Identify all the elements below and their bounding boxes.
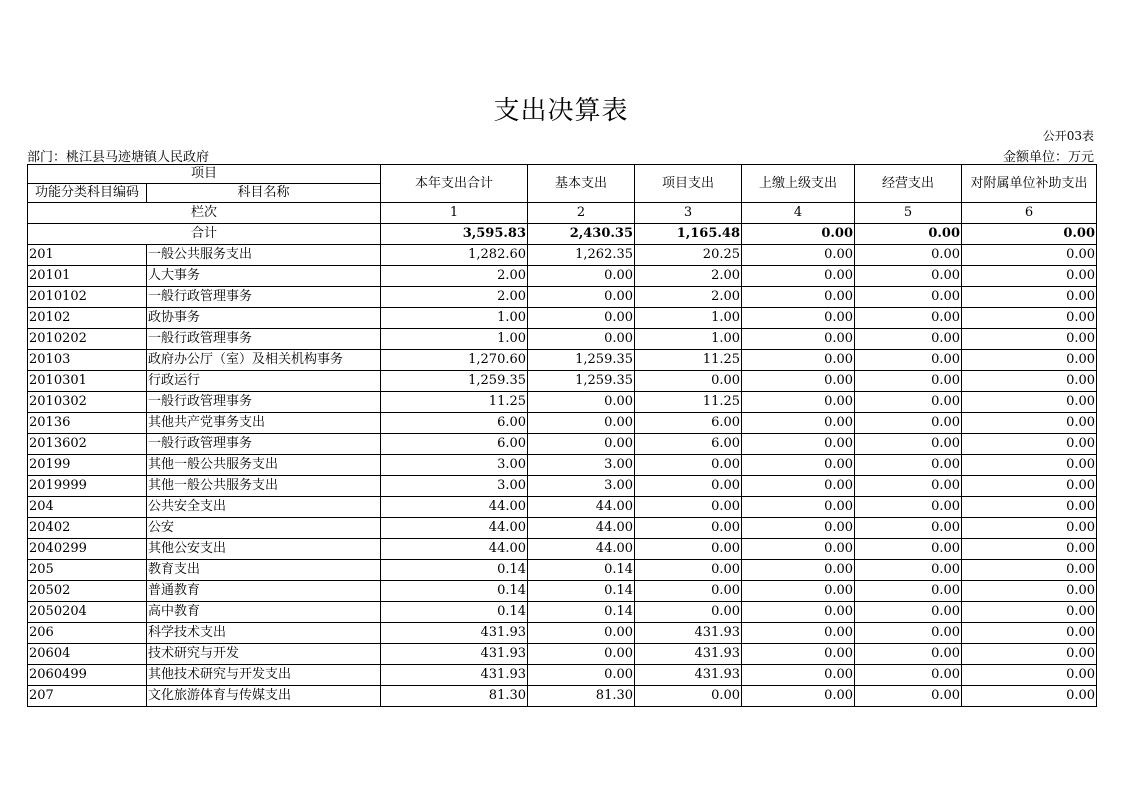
- row-value: 0.00: [742, 266, 855, 287]
- row-value: 2.00: [635, 287, 742, 308]
- row-name: 高中教育: [147, 602, 381, 623]
- row-value: 0.00: [635, 581, 742, 602]
- row-name: 普通教育: [147, 581, 381, 602]
- row-value: 44.00: [381, 518, 528, 539]
- total-label: 合计: [28, 224, 381, 245]
- row-value: 0.00: [742, 308, 855, 329]
- header-name: 科目名称: [147, 184, 381, 203]
- row-value: 0.00: [528, 308, 635, 329]
- row-value: 0.00: [962, 371, 1097, 392]
- row-value: 0.00: [855, 686, 962, 707]
- row-value: 6.00: [381, 434, 528, 455]
- unit-label: 金额单位：万元: [1002, 150, 1094, 165]
- row-value: 431.93: [381, 623, 528, 644]
- row-value: 81.30: [528, 686, 635, 707]
- row-value: 0.00: [635, 476, 742, 497]
- row-value: 11.25: [381, 392, 528, 413]
- table-row: [28, 329, 1097, 350]
- row-value: 2.00: [381, 287, 528, 308]
- row-value: 0.00: [962, 539, 1097, 560]
- header-basic: 基本支出: [528, 165, 635, 203]
- row-code: 205: [28, 560, 147, 581]
- row-name: 一般行政管理事务: [147, 392, 381, 413]
- total-value: 3,595.83: [381, 224, 528, 245]
- row-value: 0.00: [528, 434, 635, 455]
- row-value: 431.93: [635, 623, 742, 644]
- total-value: 2,430.35: [528, 224, 635, 245]
- row-value: 6.00: [635, 413, 742, 434]
- row-name: 一般行政管理事务: [147, 329, 381, 350]
- row-value: 0.00: [528, 329, 635, 350]
- row-value: 0.00: [855, 644, 962, 665]
- table-row: [28, 686, 1097, 707]
- row-code: 206: [28, 623, 147, 644]
- row-value: 0.00: [855, 497, 962, 518]
- row-value: 0.00: [635, 539, 742, 560]
- total-value: 0.00: [742, 224, 855, 245]
- row-value: 1,259.35: [528, 350, 635, 371]
- row-code: 2019999: [28, 476, 147, 497]
- row-value: 0.00: [855, 413, 962, 434]
- row-value: 1.00: [635, 308, 742, 329]
- row-value: 0.00: [528, 644, 635, 665]
- total-row: [28, 224, 1097, 245]
- row-value: 0.00: [742, 686, 855, 707]
- row-value: 0.00: [742, 413, 855, 434]
- row-name: 一般行政管理事务: [147, 434, 381, 455]
- col-index: 4: [742, 203, 855, 224]
- row-value: 44.00: [528, 497, 635, 518]
- row-code: 207: [28, 686, 147, 707]
- row-value: 1.00: [635, 329, 742, 350]
- row-value: 0.00: [528, 665, 635, 686]
- row-value: 0.00: [742, 350, 855, 371]
- row-name: 一般公共服务支出: [147, 245, 381, 266]
- total-value: 0.00: [962, 224, 1097, 245]
- row-value: 0.00: [962, 665, 1097, 686]
- table-row: [28, 560, 1097, 581]
- expenditure-table: [27, 164, 1097, 707]
- row-name: 政府办公厅（室）及相关机构事务: [147, 350, 381, 371]
- row-value: 0.00: [635, 497, 742, 518]
- row-value: 11.25: [635, 392, 742, 413]
- row-value: 0.00: [962, 308, 1097, 329]
- row-value: 0.00: [855, 329, 962, 350]
- row-value: 431.93: [381, 665, 528, 686]
- table-row: [28, 434, 1097, 455]
- row-value: 0.00: [528, 623, 635, 644]
- row-value: 0.14: [381, 581, 528, 602]
- row-value: 0.00: [855, 560, 962, 581]
- row-code: 2050204: [28, 602, 147, 623]
- row-value: 0.00: [742, 392, 855, 413]
- row-value: 0.00: [855, 623, 962, 644]
- row-value: 0.00: [962, 266, 1097, 287]
- row-value: 0.00: [635, 560, 742, 581]
- row-value: 1,262.35: [528, 245, 635, 266]
- row-name: 公安: [147, 518, 381, 539]
- row-value: 431.93: [635, 644, 742, 665]
- row-value: 0.00: [742, 434, 855, 455]
- header-upper: 上缴上级支出: [742, 165, 855, 203]
- row-value: 0.00: [855, 308, 962, 329]
- row-value: 6.00: [635, 434, 742, 455]
- row-value: 0.14: [381, 602, 528, 623]
- row-value: 0.00: [962, 602, 1097, 623]
- row-value: 0.00: [962, 476, 1097, 497]
- row-value: 0.00: [962, 518, 1097, 539]
- row-value: 0.00: [742, 539, 855, 560]
- row-value: 0.00: [742, 560, 855, 581]
- row-code: 20103: [28, 350, 147, 371]
- row-code: 201: [28, 245, 147, 266]
- row-name: 政协事务: [147, 308, 381, 329]
- row-code: 20502: [28, 581, 147, 602]
- table-row: [28, 581, 1097, 602]
- row-value: 0.00: [855, 392, 962, 413]
- row-value: 0.00: [742, 581, 855, 602]
- col-index: 5: [855, 203, 962, 224]
- row-value: 0.00: [742, 455, 855, 476]
- table-row: [28, 602, 1097, 623]
- row-code: 2060499: [28, 665, 147, 686]
- row-code: 204: [28, 497, 147, 518]
- row-value: 0.14: [528, 581, 635, 602]
- row-value: 0.00: [855, 371, 962, 392]
- row-value: 0.00: [962, 329, 1097, 350]
- header-col-index-label: 栏次: [28, 203, 381, 224]
- row-name: 科学技术支出: [147, 623, 381, 644]
- row-value: 0.00: [855, 455, 962, 476]
- row-value: 81.30: [381, 686, 528, 707]
- row-value: 44.00: [528, 518, 635, 539]
- row-value: 0.00: [962, 350, 1097, 371]
- row-value: 0.00: [855, 539, 962, 560]
- table-row: [28, 644, 1097, 665]
- row-value: 0.00: [742, 644, 855, 665]
- row-value: 0.00: [742, 287, 855, 308]
- row-value: 2.00: [381, 266, 528, 287]
- total-value: 0.00: [855, 224, 962, 245]
- row-value: 0.00: [962, 497, 1097, 518]
- col-index: 2: [528, 203, 635, 224]
- table-row: [28, 539, 1097, 560]
- col-index: 1: [381, 203, 528, 224]
- row-value: 0.00: [528, 287, 635, 308]
- row-value: 0.00: [962, 560, 1097, 581]
- row-value: 0.00: [855, 434, 962, 455]
- row-value: 0.00: [962, 623, 1097, 644]
- table-row: [28, 392, 1097, 413]
- row-value: 0.00: [855, 266, 962, 287]
- row-value: 0.00: [635, 371, 742, 392]
- row-value: 0.00: [742, 623, 855, 644]
- row-name: 其他公安支出: [147, 539, 381, 560]
- row-value: 3.00: [381, 455, 528, 476]
- row-value: 0.00: [635, 455, 742, 476]
- row-name: 公共安全支出: [147, 497, 381, 518]
- row-value: 0.00: [855, 476, 962, 497]
- row-value: 1.00: [381, 329, 528, 350]
- row-code: 2013602: [28, 434, 147, 455]
- row-value: 0.00: [962, 686, 1097, 707]
- table-row: [28, 371, 1097, 392]
- table-row: [28, 497, 1097, 518]
- row-name: 其他一般公共服务支出: [147, 476, 381, 497]
- row-value: 431.93: [635, 665, 742, 686]
- row-value: 0.14: [381, 560, 528, 581]
- row-name: 文化旅游体育与传媒支出: [147, 686, 381, 707]
- row-value: 0.00: [962, 455, 1097, 476]
- row-value: 1.00: [381, 308, 528, 329]
- row-value: 0.00: [742, 476, 855, 497]
- row-value: 0.00: [962, 581, 1097, 602]
- row-code: 2040299: [28, 539, 147, 560]
- row-value: 0.00: [855, 245, 962, 266]
- table-row: [28, 308, 1097, 329]
- row-name: 人大事务: [147, 266, 381, 287]
- row-value: 0.00: [742, 518, 855, 539]
- col-index: 6: [962, 203, 1097, 224]
- row-code: 2010202: [28, 329, 147, 350]
- row-code: 20199: [28, 455, 147, 476]
- row-value: 0.00: [742, 245, 855, 266]
- row-value: 0.00: [962, 392, 1097, 413]
- row-name: 其他一般公共服务支出: [147, 455, 381, 476]
- table-row: [28, 350, 1097, 371]
- row-value: 0.00: [962, 413, 1097, 434]
- row-value: 0.00: [635, 602, 742, 623]
- row-code: 20402: [28, 518, 147, 539]
- row-value: 0.00: [855, 665, 962, 686]
- row-value: 1,259.35: [381, 371, 528, 392]
- header-item: 项目: [28, 165, 381, 184]
- row-value: 6.00: [381, 413, 528, 434]
- form-number: 公开03表: [1042, 129, 1094, 143]
- row-value: 0.00: [528, 266, 635, 287]
- row-value: 0.00: [635, 686, 742, 707]
- row-value: 0.00: [855, 602, 962, 623]
- row-name: 一般行政管理事务: [147, 287, 381, 308]
- header-code: 功能分类科目编码: [28, 184, 147, 203]
- row-value: 0.14: [528, 560, 635, 581]
- table-row: [28, 287, 1097, 308]
- row-value: 431.93: [381, 644, 528, 665]
- header-total: 本年支出合计: [381, 165, 528, 203]
- row-value: 0.00: [528, 392, 635, 413]
- row-code: 20604: [28, 644, 147, 665]
- table-row: [28, 413, 1097, 434]
- row-value: 0.00: [635, 518, 742, 539]
- col-index: 3: [635, 203, 742, 224]
- row-code: 20136: [28, 413, 147, 434]
- table-body: [28, 245, 1097, 707]
- header-project: 项目支出: [635, 165, 742, 203]
- row-value: 0.00: [962, 245, 1097, 266]
- row-value: 0.00: [962, 434, 1097, 455]
- row-value: 0.00: [528, 413, 635, 434]
- row-value: 1,270.60: [381, 350, 528, 371]
- row-value: 3.00: [381, 476, 528, 497]
- row-name: 其他共产党事务支出: [147, 413, 381, 434]
- row-value: 0.00: [855, 287, 962, 308]
- table-row: [28, 518, 1097, 539]
- row-value: 44.00: [528, 539, 635, 560]
- row-value: 11.25: [635, 350, 742, 371]
- row-value: 0.00: [855, 350, 962, 371]
- row-code: 2010301: [28, 371, 147, 392]
- row-value: 0.00: [855, 518, 962, 539]
- row-value: 3.00: [528, 455, 635, 476]
- row-value: 20.25: [635, 245, 742, 266]
- row-value: 0.00: [742, 665, 855, 686]
- row-name: 其他技术研究与开发支出: [147, 665, 381, 686]
- department-label: 部门：桃江县马迹塘镇人民政府: [27, 150, 210, 165]
- row-code: 20101: [28, 266, 147, 287]
- row-code: 2010302: [28, 392, 147, 413]
- row-value: 2.00: [635, 266, 742, 287]
- row-value: 44.00: [381, 539, 528, 560]
- row-value: 44.00: [381, 497, 528, 518]
- row-value: 0.00: [742, 371, 855, 392]
- row-value: 0.00: [962, 644, 1097, 665]
- row-value: 0.00: [962, 287, 1097, 308]
- page-title: 支出决算表: [493, 96, 629, 126]
- row-code: 20102: [28, 308, 147, 329]
- row-value: 1,259.35: [528, 371, 635, 392]
- row-value: 0.14: [528, 602, 635, 623]
- table-row: [28, 476, 1097, 497]
- row-value: 3.00: [528, 476, 635, 497]
- table-row: [28, 623, 1097, 644]
- header-subsidy: 对附属单位补助支出: [962, 165, 1097, 203]
- row-value: 0.00: [742, 497, 855, 518]
- row-value: 1,282.60: [381, 245, 528, 266]
- row-code: 2010102: [28, 287, 147, 308]
- table-row: [28, 665, 1097, 686]
- total-value: 1,165.48: [635, 224, 742, 245]
- row-value: 0.00: [855, 581, 962, 602]
- row-name: 技术研究与开发: [147, 644, 381, 665]
- header-business: 经营支出: [855, 165, 962, 203]
- row-name: 行政运行: [147, 371, 381, 392]
- table-row: [28, 455, 1097, 476]
- row-value: 0.00: [742, 602, 855, 623]
- row-value: 0.00: [742, 329, 855, 350]
- row-name: 教育支出: [147, 560, 381, 581]
- table-row: [28, 245, 1097, 266]
- table-row: [28, 266, 1097, 287]
